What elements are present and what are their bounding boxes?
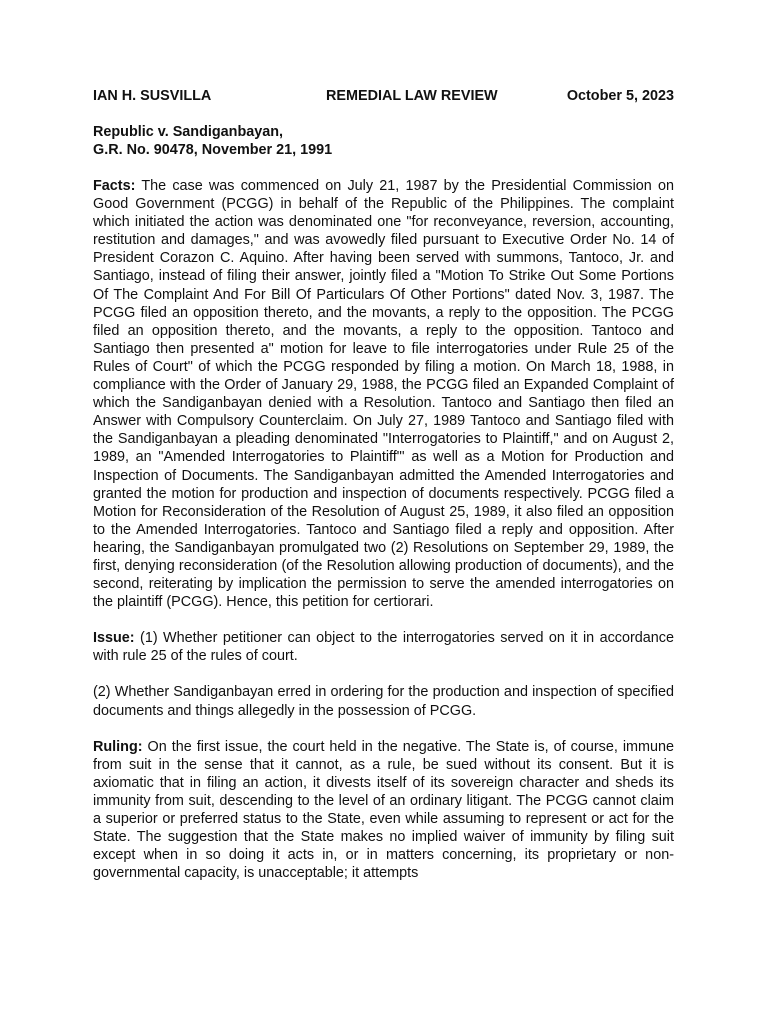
issue-paragraph (93, 629, 674, 665)
document-date: October 5, 2023 (566, 88, 674, 104)
document-header (93, 87, 674, 107)
case-citation: G.R. No. 90478, November 21, 1991 (93, 142, 333, 158)
facts-text: The case was commenced on July 21, 1987 by the Presidential Commission on Good Government (PCGG) in behalf of the Republic of the Philippines. The complaint which initiated the action was denominated one "for reconveyance, reversion, accounting, restitution and damages," and was avowedly filed pursuant to Executive Order No. 14 of President Corazon C. Aquino. After having been served with summons, Tantoco, Jr. and Santiago, instead of filing their answer, jointly filed a "Motion To Strike Out Some Portions Of The Complaint And For Bill Of Particulars Of Other Portions" dated Nov. 3, 1987. The PCGG filed an opposition thereto, and the movants, a reply to the opposition. The PCGG filed an opposition thereto, and the movants, a reply to the opposition. Tantoco and Santiago then presented a" motion for leave to file interrogatories under Rule 25 of the Rules of Court" of which the PCGG responded by filing a motion. On March 18, 1988, in compliance with the Order of January 29, 1988, the PCGG filed an Expanded Complaint of which the Sandiganbayan denied with a Resolution. Tantoco and Santiago then filed an Answer with Compulsory Counterclaim. On July 27, 1989 Tantoco and Santiago filed with the Sandiganbayan a pleading denominated "Interrogatories to Plaintiff," and on August 2, 1989, an "Amended Interrogatories to Plaintiff"' as well as a Motion for Production and Inspection of Documents. The Sandiganbayan admitted the Amended Interrogatories and granted the motion for production and inspection of documents respectively. PCGG filed a Motion for Reconsideration of the Resolution of August 25, 1989, it also filed an opposition to the Amended Interrogatories. Tantoco and Santiago filed a reply and opposition. After hearing, the Sandiganbayan promulgated two (2) Resolutions on September 29, 1989, the first, denying reconsideration (of the Resolution allowing production of documents), and the second, reiterating by implication the permission to serve the amended interrogatories on the plaintiff (PCGG). Hence, this petition for certiorari. (93, 178, 674, 611)
issue-label: Issue: (93, 630, 135, 647)
facts-paragraph (93, 177, 674, 611)
case-title (93, 123, 674, 159)
facts-label: Facts: (93, 178, 136, 194)
issue-paragraph-2 (93, 683, 674, 719)
ruling-label: Ruling: (93, 738, 143, 755)
document-page (93, 87, 674, 882)
ruling-paragraph (93, 738, 674, 883)
author-name: IAN H. SUSVILLA (93, 88, 212, 104)
issue-text-1: (1) Whether petitioner can object to the interrogatories served on it in accordance with rule 25 of the rules of court. (93, 630, 674, 665)
course-title: REMEDIAL LAW REVIEW (326, 88, 498, 104)
case-name: Republic v. Sandiganbayan, (93, 124, 284, 140)
ruling-text: On the first issue, the court held in the negative. The State is, of course, immune from suit in the sense that it cannot, as a rule, be sued without its consent. But it is axiomatic that in filing an action, it divests itself of its sovereign character and sheds its immunity from suit, descending to the level of an ordinary litigant. The PCGG cannot claim a superior or preferred status to the State, even while assuming to represent or act for the State. The suggestion that the State makes no implied waiver of immunity by filing suit except when in so doing it acts in, or in matters concerning, its proprietary or non-governmental capacity, is unacceptable; it attempts (93, 738, 674, 882)
issue-text-2: (2) Whether Sandiganbayan erred in ordering for the production and inspection of specified documents and things allegedly in the possession of PCGG. (93, 684, 674, 719)
